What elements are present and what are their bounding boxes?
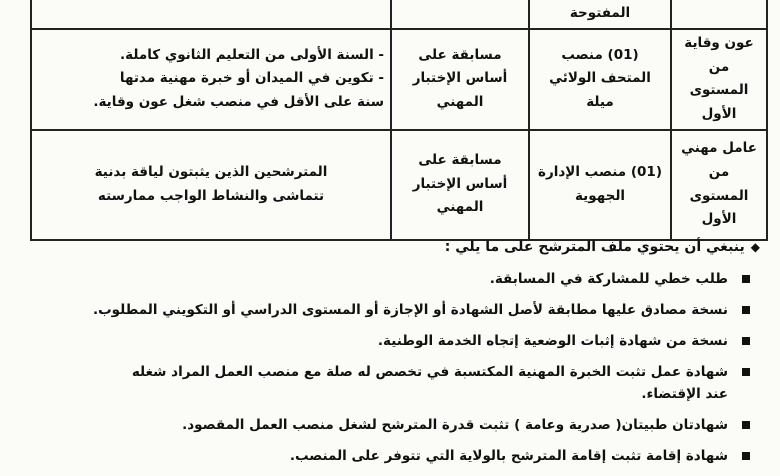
- required-documents-list: [30, 268, 750, 476]
- conditions: - السنة الأولى من التعليم الثانوي كاملة. - تكوين في الميدان أو خبرة مهنية مدتها سنة على الأقل في منصب شغل عون وقاية.: [31, 29, 391, 130]
- table-row: [31, 130, 767, 240]
- square-bullet-icon: [742, 452, 750, 460]
- table-row: [31, 29, 767, 130]
- table-header-row: [31, 0, 767, 29]
- square-bullet-icon: [742, 368, 750, 376]
- recruitment-mode: مسابقة على أساس الإختبار المهني: [391, 29, 529, 130]
- list-item: نسخة مصادق عليها مطابقة لأصل الشهادة أو الإجازة أو المستوى الدراسي أو التكويني المطلوب.: [30, 299, 750, 321]
- list-item: نسخة من شهادة إثبات الوضعية إتجاه الخدمة الوطنية.: [30, 330, 750, 352]
- conditions: المترشحين الذين يثبتون لياقة بدنية تتماشى والنشاط الواجب ممارسته: [31, 130, 391, 240]
- positions-table: [30, 0, 768, 241]
- square-bullet-icon: [742, 275, 750, 283]
- position-count: (01) منصب الإدارة الجهوية: [529, 130, 671, 240]
- square-bullet-icon: [742, 421, 750, 429]
- diamond-bullet-icon: ◆: [750, 240, 760, 254]
- post-title: عون وقاية من المستوى الأول: [671, 29, 767, 130]
- square-bullet-icon: [742, 337, 750, 345]
- list-item: شهادتان طبيتان( صدرية وعامة ) تثبت قدرة المترشح لشغل منصب العمل المقصود.: [30, 414, 750, 436]
- list-item: طلب خطي للمشاركة في المسابقة.: [30, 268, 750, 290]
- list-item: شهادة إقامة تثبت إقامة المترشح بالولاية التي تتوفر على المنصب.: [30, 445, 750, 467]
- header-open-positions: المفتوحة: [529, 0, 671, 29]
- recruitment-mode: مسابقة على أساس الإختبار المهني: [391, 130, 529, 240]
- list-item: شهادة عمل تثبت الخبرة المهنية المكتسبة في تخصص له صلة مع منصب العمل المراد شغله عند الإقتضاء.: [30, 361, 750, 405]
- post-title: عامل مهني من المستوى الأول: [671, 130, 767, 240]
- square-bullet-icon: [742, 306, 750, 314]
- position-count: (01) منصب المتحف الولائي ميلة: [529, 29, 671, 130]
- file-requirements-intro: ◆ينبغي أن يحتوي ملف المترشح على ما يلي :: [444, 239, 760, 255]
